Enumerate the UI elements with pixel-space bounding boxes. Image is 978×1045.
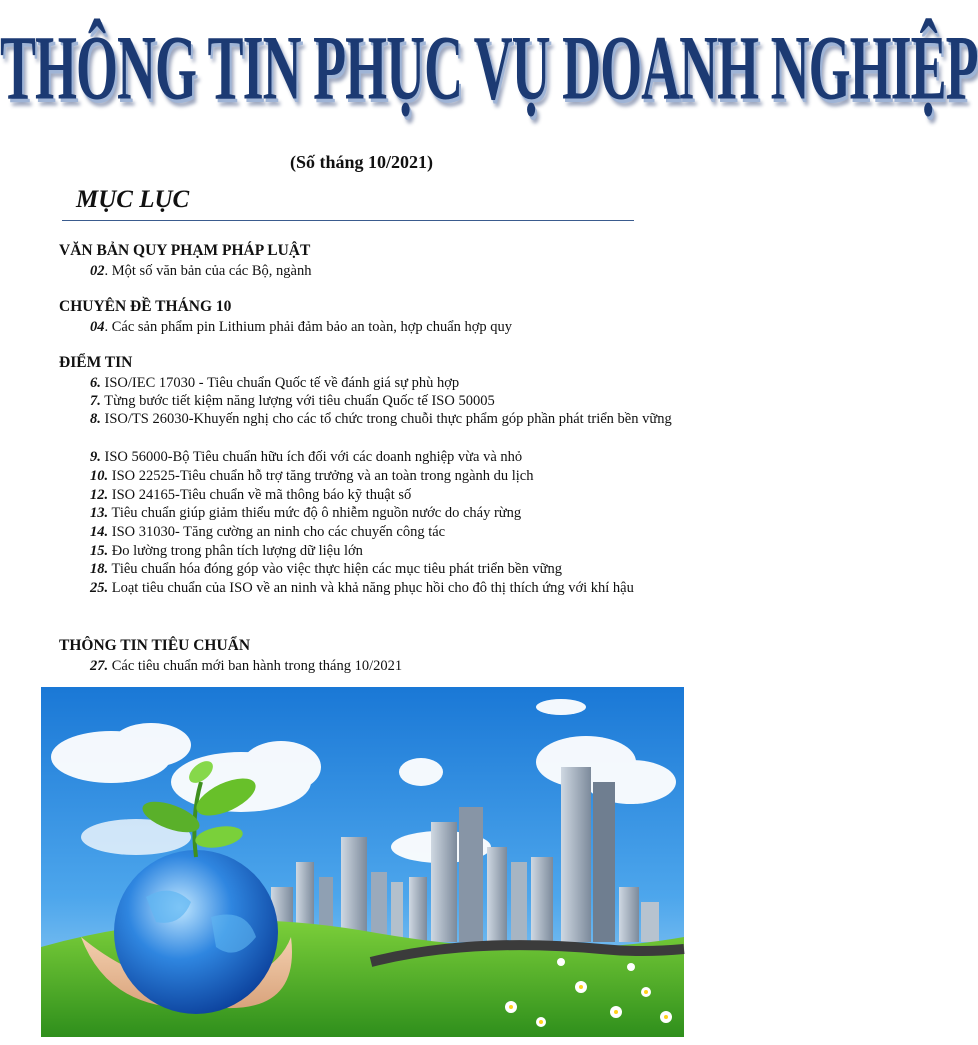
toc-entry[interactable] [46, 560, 694, 579]
globe-sprout-city-icon [41, 687, 684, 1037]
toc-entry[interactable] [46, 448, 694, 467]
toc-entry[interactable] [46, 262, 694, 281]
toc-entry-text: ISO 56000-Bộ Tiêu chuẩn hữu ích đối với các doanh nghiệp vừa và nhỏ [100, 449, 523, 465]
toc-entry[interactable] [46, 318, 694, 337]
toc-entry-page: 18. [90, 561, 109, 577]
toc-entry-page: 8. [90, 411, 101, 427]
toc-entry-page: 14. [90, 524, 109, 540]
toc-entry[interactable] [46, 392, 694, 411]
toc-entry-text: Các tiêu chuẩn mới ban hành trong tháng 10/2021 [108, 658, 403, 674]
toc-entry[interactable] [46, 504, 694, 523]
toc-entry-text: . Các sản phẩm pin Lithium phải đảm bảo an toàn, hợp chuẩn hợp quy [104, 319, 513, 335]
toc-entry-text: ISO/TS 26030-Khuyến nghị cho các tổ chức trong chuỗi thực phẩm góp phần phát triển bền vững [100, 411, 672, 427]
cover-illustration [41, 687, 684, 1037]
toc-entry[interactable] [46, 579, 694, 598]
toc-entry[interactable] [46, 410, 694, 429]
toc-entry-page: 13. [90, 505, 109, 521]
toc-entry-page: 7. [90, 393, 101, 409]
toc-entry-page: 27. [90, 658, 109, 674]
toc-entry-page: 15. [90, 543, 109, 559]
toc-entry[interactable] [46, 657, 694, 676]
toc-entry-text: ISO 22525-Tiêu chuẩn hỗ trợ tăng trưởng và an toàn trong ngành du lịch [108, 468, 534, 484]
toc-entry-text: Đo lường trong phân tích lượng dữ liệu lớn [108, 543, 363, 559]
toc-entry-text: ISO 31030- Tăng cường an ninh cho các chuyến công tác [108, 524, 446, 540]
toc-entry-page: 02 [90, 263, 105, 279]
toc-entry-text: ISO 24165-Tiêu chuẩn về mã thông báo kỹ thuật số [108, 487, 412, 503]
toc-entry-text: ISO/IEC 17030 - Tiêu chuẩn Quốc tế về đánh giá sự phù hợp [100, 375, 460, 391]
toc-entry[interactable] [46, 523, 694, 542]
toc-entry-text: Loạt tiêu chuẩn của ISO về an ninh và khả năng phục hồi cho đô thị thích ứng với khí hậu [108, 580, 634, 596]
issue-label: (Số tháng 10/2021) [289, 152, 433, 172]
toc-entry-page: 25. [90, 580, 109, 596]
toc-entry-page: 12. [90, 487, 109, 503]
toc-entry-page: 04 [90, 319, 105, 335]
toc-divider [62, 220, 634, 221]
masthead [0, 16, 978, 132]
toc-entry-text: . Một số văn bản của các Bộ, ngành [104, 263, 312, 279]
section-title-standards: THÔNG TIN TIÊU CHUẨN [59, 637, 251, 654]
toc-entry[interactable] [46, 467, 694, 486]
toc-entry-text: Từng bước tiết kiệm năng lượng với tiêu chuẩn Quốc tế ISO 50005 [100, 393, 495, 409]
toc-entry-text: Tiêu chuẩn hóa đóng góp vào việc thực hiện các mục tiêu phát triển bền vững [108, 561, 562, 577]
section-title-legal: VĂN BẢN QUY PHẠM PHÁP LUẬT [59, 242, 311, 259]
section-title-feature: CHUYÊN ĐỀ THÁNG 10 [59, 298, 232, 315]
toc-entry-page: 9. [90, 449, 101, 465]
toc-entry-text: Tiêu chuẩn giúp giảm thiểu mức độ ô nhiễm nguồn nước do cháy rừng [108, 505, 522, 521]
toc-entry[interactable] [46, 542, 694, 561]
section-title-news: ĐIỂM TIN [59, 354, 133, 371]
toc-heading: MỤC LỤC [76, 186, 190, 213]
toc-entry-page: 6. [90, 375, 101, 391]
toc-entry-page: 10. [90, 468, 109, 484]
masthead-title: THÔNG TIN PHỤC VỤ DOANH NGHIỆP [0, 16, 978, 119]
toc-entry[interactable] [46, 374, 694, 393]
toc-entry[interactable] [46, 486, 694, 505]
